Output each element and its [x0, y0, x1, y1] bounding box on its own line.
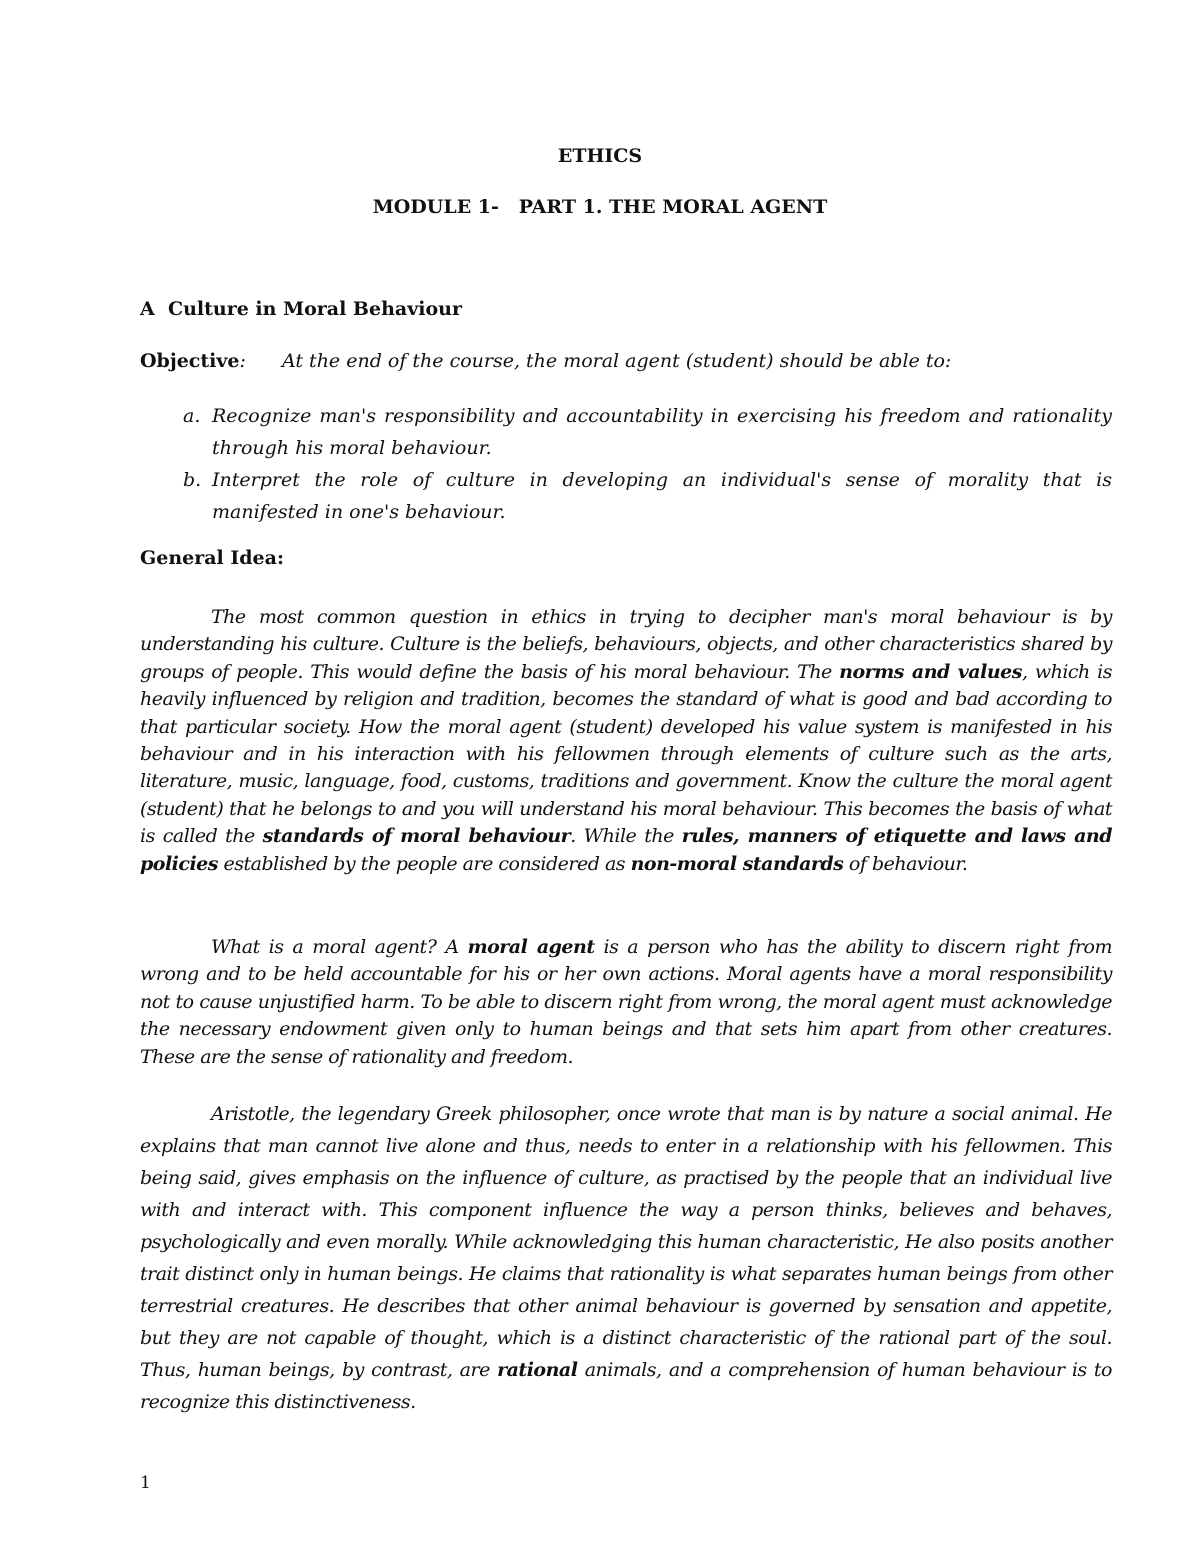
emphasis-term: rules, manners of etiquette and laws and policies: [140, 825, 1112, 875]
emphasis-term: standards of moral behaviour: [262, 825, 571, 848]
document-title: ETHICS: [557, 145, 643, 167]
paragraph-text: of behaviour.: [843, 852, 968, 875]
emphasis-term: norms and values: [839, 660, 1022, 683]
paragraph-culture: [140, 604, 1112, 878]
module-subtitle: MODULE 1- PART 1. THE MORAL AGENT: [372, 196, 828, 218]
paragraph-text: The most common question in ethics in trying to decipher man's moral behaviour is by understanding his culture. Culture is the beliefs, behaviours, objects, and other characteristics shared by groups of people. This would define the basis of his moral behaviour. The: [140, 606, 1112, 683]
paragraph-text: animals, and a comprehension of human behaviour is to recognize this distinctiveness.: [140, 1359, 1112, 1413]
section-heading: A Culture in Moral Behaviour: [140, 298, 462, 320]
page-number: 1: [140, 1473, 151, 1493]
paragraph-text: is a person who has the ability to discern right from wrong and to be held accountable for his or her own actions. Moral agents have a moral responsibility not to cause unjustified harm. To be able to discern right from wrong, the moral agent must acknowledge the necessary endowment given only to human beings and that sets him apart from other creatures. These are the sense of rationality and freedom.: [140, 936, 1112, 1068]
list-item: [183, 464, 1112, 528]
objective-text: At the end of the course, the moral agent (student) should be able to:: [282, 350, 952, 372]
emphasis-term: non-moral standards: [630, 852, 844, 875]
emphasis-term: moral agent: [467, 936, 595, 958]
emphasis-term: rational: [497, 1359, 578, 1381]
paragraph-text: What is a moral agent? A: [211, 936, 468, 958]
paragraph-moral-agent: [140, 934, 1112, 1071]
paragraph-text: established by the people are considered as: [217, 852, 631, 875]
paragraph-text: , which is heavily influenced by religion and tradition, becomes the standard of what is good and bad according to that particular society. How the moral agent (student) developed his value system is manifested in his behaviour and in his interaction with his fellowmen through elements of culture such as the arts, literature, music, language, food, customs, traditions and government. Know the culture the moral agent (student) that he belongs to and you will understand his moral behaviour. This becomes the basis of what is called the: [140, 660, 1112, 848]
objective-label-colon: :: [239, 350, 246, 372]
objective-row: [140, 350, 1120, 372]
list-item-text: Interpret the role of culture in developing an individual's sense of morality that is manifested in one's behaviour.: [212, 469, 1112, 523]
paragraph-text: Aristotle, the legendary Greek philosopher, once wrote that man is by nature a social animal. He explains that man cannot live alone and thus, needs to enter in a relationship with his fellowmen. This being said, gives emphasis on the influence of culture, as practised by the people that an individual live with and interact with. This component influence the way a person thinks, believes and behaves, psychologically and even morally. While acknowledging this human characteristic, He also posits another trait distinct only in human beings. He claims that rationality is what separates human beings from other terrestrial creatures. He describes that other animal behaviour is governed by sensation and appetite, but they are not capable of thought, which is a distinct characteristic of the rational part of the soul. Thus, human beings, by contrast, are: [140, 1103, 1112, 1381]
list-marker: a.: [183, 405, 201, 427]
paragraph-text: . While the: [570, 825, 682, 848]
general-idea-heading: General Idea:: [140, 547, 284, 569]
paragraph-aristotle: [140, 1098, 1112, 1418]
objective-label: Objective: [140, 350, 240, 372]
list-item-text: Recognize man's responsibility and accountability in exercising his freedom and rationality through his moral behaviour.: [212, 405, 1112, 459]
list-marker: b.: [183, 469, 202, 491]
list-item: [183, 400, 1112, 464]
objective-list: [183, 400, 1112, 528]
